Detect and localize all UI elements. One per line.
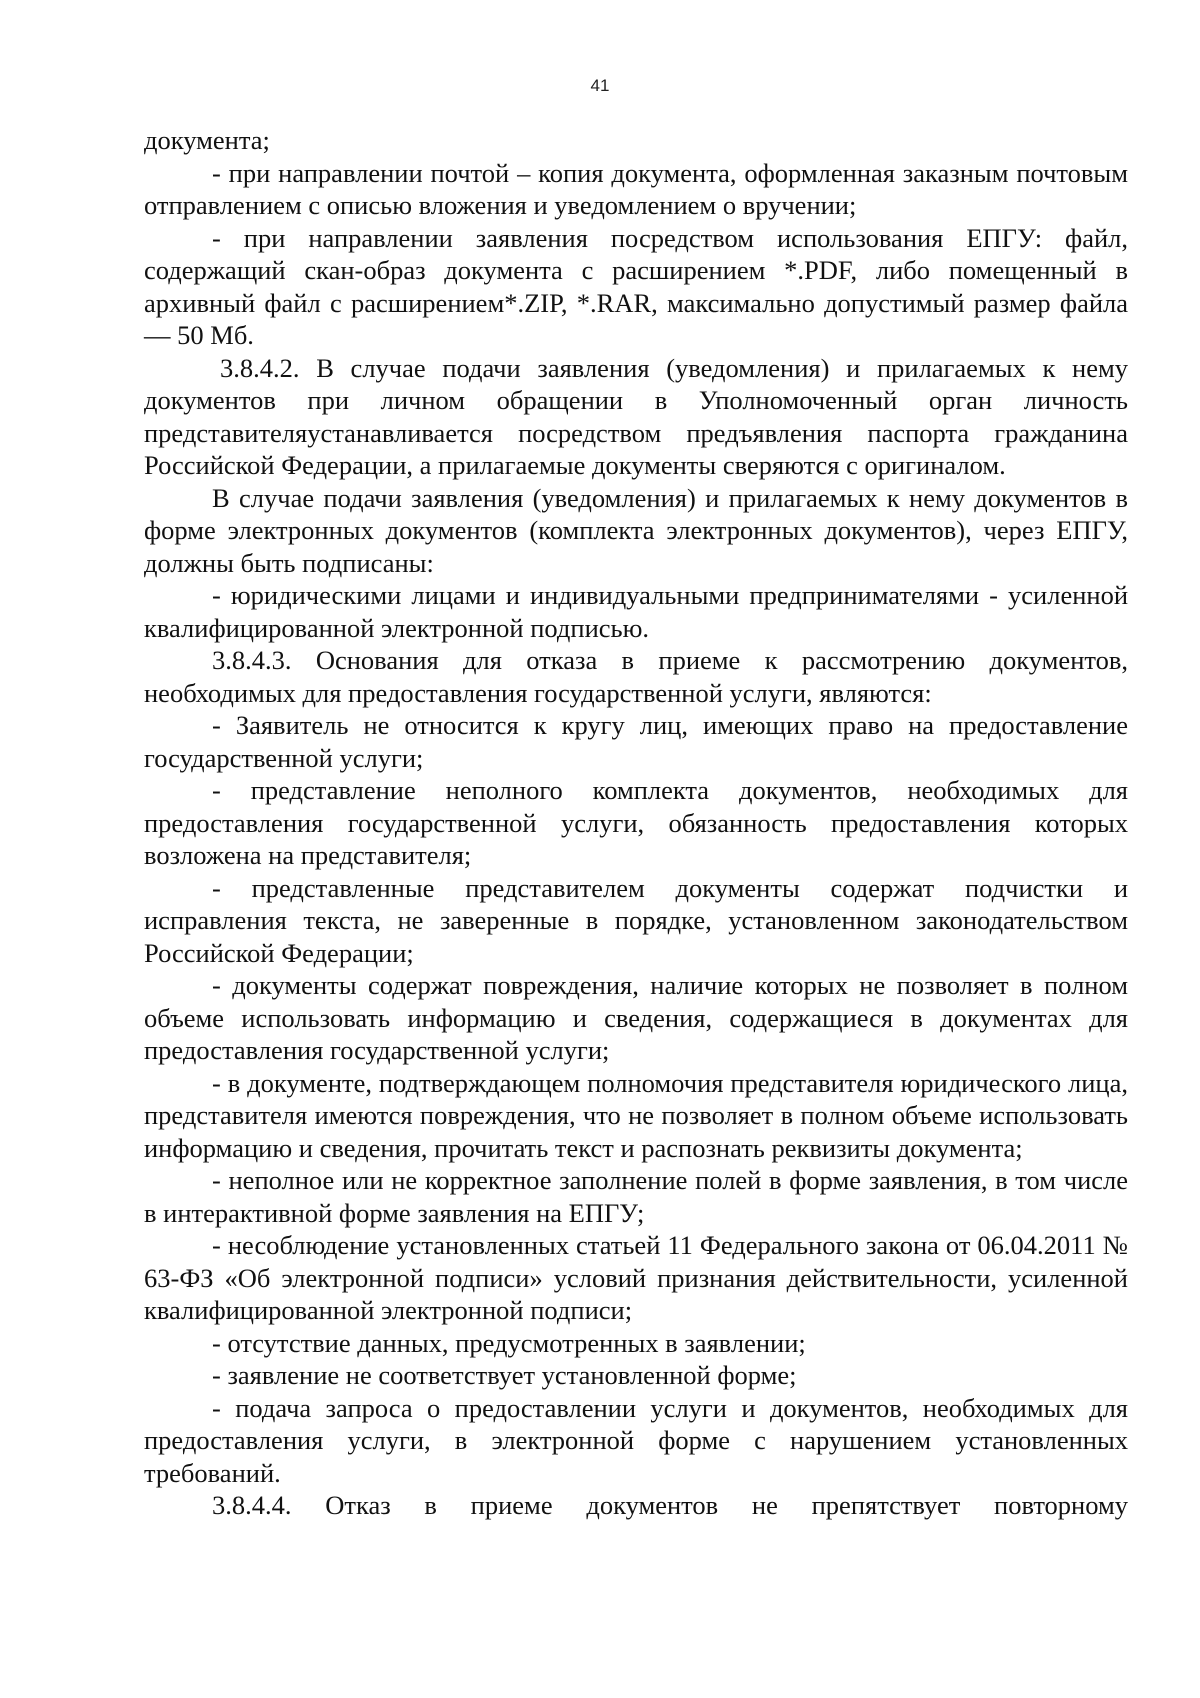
list-item-epgu-file: - при направлении заявления посредством использования ЕПГУ: файл, содержащий скан-образ документа с расширением *.PDF, либо помещенный в архивный файл с расширением*.ZIP, *.RAR, максимально допустимый размер файла — 50 Мб.: [144, 222, 1128, 350]
list-item-electronic-violation: - подача запроса о предоставлении услуги и документов, необходимых для предоставления услуги, в электронной форме с нарушением установленных требований.: [144, 1392, 1128, 1488]
list-item-form-fields: - неполное или не корректное заполнение полей в форме заявления, в том числе в интерактивной форме заявления на ЕПГУ;: [144, 1165, 1128, 1228]
page-number: 41: [590, 76, 610, 95]
list-item-signature-law: - несоблюдение установленных статьей 11 Федерального закона от 06.04.2011 № 63-ФЗ «Об электронной подписи» условий признания действительности, усиленной квалифицированной электронной подписи;: [144, 1230, 1128, 1325]
list-item-corrections: - представленные представителем документы содержат подчистки и исправления текста, не заверенные в порядке, установленном законодательством Российской Федерации;: [144, 872, 1128, 968]
paragraph-continuation: документа;: [144, 125, 270, 155]
list-item-incomplete-set: - представление неполного комплекта документов, необходимых для предоставления государственной услуги, обязанность предоставления которых возложена на представителя;: [144, 775, 1128, 870]
list-item-mail: - при направлении почтой – копия документа, оформленная заказным почтовым отправлением с описью вложения и уведомлением о вручении;: [144, 157, 1128, 220]
clause-3-8-4-2: 3.8.4.2. В случае подачи заявления (уведомления) и прилагаемых к нему документов при личном обращении в Уполномоченный орган личность представителяустанавливается посредством предъявления паспорта гражданина Российской Федерации, а прилагаемые документы сверяются с оригиналом.: [144, 352, 1128, 480]
list-item-signature: - юридическими лицами и индивидуальными предпринимателями - усиленной квалифицированной электронной подписью.: [144, 580, 1128, 643]
paragraph-electronic-documents: В случае подачи заявления (уведомления) и прилагаемых к нему документов в форме электронных документов (комплекта электронных документов), через ЕПГУ, должны быть подписаны:: [144, 482, 1128, 578]
list-item-authority-damage: - в документе, подтверждающем полномочия представителя юридического лица, представителя имеются повреждения, что не позволяет в полном объеме использовать информацию и сведения, прочитать текст и распознать реквизиты документа;: [144, 1067, 1128, 1163]
list-item-missing-data: - отсутствие данных, предусмотренных в заявлении;: [212, 1327, 806, 1358]
clause-3-8-4-3: 3.8.4.3. Основания для отказа в приеме к рассмотрению документов, необходимых для предоставления государственной услуги, являются:: [144, 645, 1128, 708]
list-item-applicant: - Заявитель не относится к кругу лиц, имеющих право на предоставление государственной услуги;: [144, 710, 1128, 773]
list-item-damage: - документы содержат повреждения, наличие которых не позволяет в полном объеме использовать информацию и сведения, содержащиеся в документах для предоставления государственной услуги;: [144, 970, 1128, 1065]
clause-3-8-4-4: 3.8.4.4. Отказ в приеме документов не препятствует повторному: [212, 1490, 1128, 1520]
document-body: [144, 124, 1128, 1522]
list-item-form-mismatch: - заявление не соответствует установленной форме;: [212, 1360, 797, 1390]
